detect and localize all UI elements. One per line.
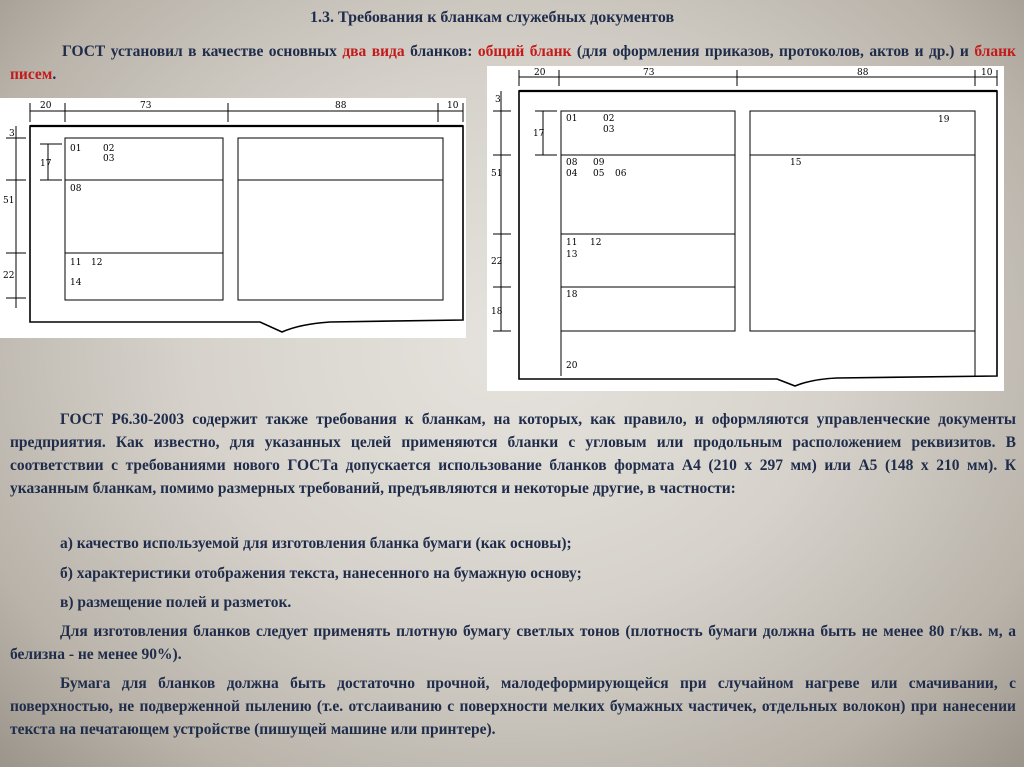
vdim-3: 3 [9,129,15,139]
body-paragraph-2: Для изготовления бланков следует применять плотную бумагу светлых тонов (плотность бумаги должна быть не менее 80 г/кв. м, а белизна - не менее 90%). [10,623,1016,663]
field-03: 03 [603,125,615,135]
field-12: 12 [590,238,602,248]
body-paragraph-3: Бумага для бланков должна быть достаточно прочной, малодеформирующейся при случайном нагреве или смачивании, с поверхностью, не подверженной пылению (т.е. отслаиванию с поверхности мелких бумажных частичек, отдельных волокон) при нанесении текста на печатающем устройстве (пишущей машине или принтере). [10,675,1016,738]
vdim-51: 51 [491,169,503,179]
field-19: 19 [938,115,950,125]
field-09: 09 [593,158,605,168]
dim-88: 88 [857,68,869,78]
field-18: 18 [566,290,578,300]
field-11: 11 [70,258,82,268]
dim-73: 73 [643,68,655,78]
vdim-22: 22 [3,271,15,281]
field-08: 08 [70,184,82,194]
general-form-diagram [0,98,466,338]
vdim-22: 22 [491,257,503,267]
highlight-general-form: общий бланк [477,43,572,60]
list-item-a: а) качество используемой для изготовления бланка бумаги (как основы); [60,535,572,552]
field-01: 01 [70,144,82,154]
dim-73: 73 [140,101,152,111]
field-20: 20 [566,361,578,371]
dim-10: 10 [447,101,459,111]
field-06: 06 [615,169,627,179]
vdim-17: 17 [40,159,52,169]
slide-title: 1.3. Требования к бланкам служебных документов [310,9,675,26]
field-12: 12 [91,258,103,268]
field-08: 08 [566,158,578,168]
field-05: 05 [593,169,605,179]
dim-10: 10 [981,68,993,78]
field-01: 01 [566,114,578,124]
intro-text-1: ГОСТ установил в качестве основных [62,43,343,60]
vdim-3: 3 [495,95,501,105]
list-item-c: в) размещение полей и разметок. [60,594,292,611]
highlight-two-types: два вида [342,43,405,60]
field-11: 11 [566,238,578,248]
vdim-17: 17 [533,129,545,139]
dim-88: 88 [335,101,347,111]
field-02: 02 [103,144,115,154]
intro-text-2: бланков: [404,43,478,60]
vdim-18: 18 [491,307,503,317]
list-item-b: б) характеристики отображения текста, нанесенного на бумажную основу; [60,565,582,582]
field-15: 15 [790,158,802,168]
field-14: 14 [70,278,82,288]
intro-text-3: (для оформления приказов, протоколов, актов и др.) и [571,43,975,60]
dim-20: 20 [40,101,52,111]
intro-text-4: . [52,66,57,83]
dim-20: 20 [534,68,546,78]
field-04: 04 [566,169,578,179]
body-paragraph-1: ГОСТ Р6.30-2003 содержит также требования к бланкам, на которых, как правило, и оформляются управленческие документы предприятия. Как известно, для указанных целей применяются бланки с угловым или продольным расположением реквизитов. В соответствии с требованиями нового ГОСТа допускается использование бланков формата А4 (210 х 297 мм) или А5 (148 х 210 мм). К указанным бланкам, помимо размерных требований, предъявляются и некоторые другие, в частности: [10,411,1016,497]
field-02: 02 [603,114,615,124]
field-03: 03 [103,154,115,164]
field-13: 13 [566,250,578,260]
highlight-letter-form: бланк писем [10,43,1016,83]
letter-form-diagram [487,66,1004,391]
vdim-51: 51 [3,196,15,206]
